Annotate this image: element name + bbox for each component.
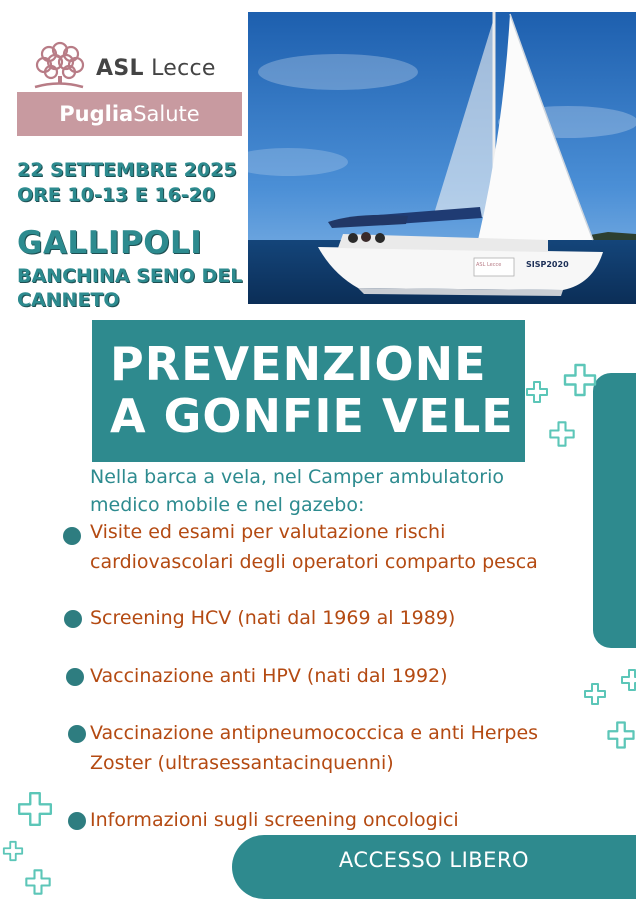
plus-outline-icon xyxy=(583,682,607,706)
plus-outline-icon xyxy=(2,840,24,862)
service-item: Vaccinazione anti HPV (nati dal 1992) xyxy=(90,665,448,687)
bullet-dot xyxy=(66,668,84,686)
bullet-dot xyxy=(63,527,81,545)
event-date: 22 SETTEMBRE 2025 xyxy=(17,159,237,181)
plus-outline-icon xyxy=(620,668,636,692)
side-accent-bar xyxy=(593,373,636,648)
event-date-time xyxy=(17,158,237,208)
event-place: BANCHINA SENO DEL CANNETO xyxy=(17,265,243,311)
plus-outline-icon xyxy=(562,362,598,398)
title-line-2: A GONFIE VELE xyxy=(110,389,514,443)
boat-name-label: SISP2020 xyxy=(526,260,569,269)
title-line-1: PREVENZIONE xyxy=(110,337,487,391)
service-item: Vaccinazione antipneumococcica e anti Herpes Zoster (ultrasessantacinquenni) xyxy=(90,722,539,774)
plus-outline-icon xyxy=(525,380,549,404)
tree-logo-icon xyxy=(29,40,89,92)
boat-logo-label: ASL Lecce xyxy=(476,262,502,268)
intro-text: Nella barca a vela, nel Camper ambulatorio medico mobile e nel gazebo: xyxy=(90,466,505,516)
plus-outline-icon xyxy=(606,720,636,750)
bullet-dot xyxy=(68,812,86,830)
sailboat-photo xyxy=(248,12,636,304)
access-banner xyxy=(232,835,636,899)
event-time: ORE 10-13 E 16-20 xyxy=(17,184,216,206)
bullet-dot xyxy=(68,725,86,743)
asl-logo xyxy=(17,40,242,126)
service-item: Screening HCV (nati dal 1969 al 1989) xyxy=(90,607,456,629)
bullet-dot xyxy=(64,610,82,628)
plus-outline-icon xyxy=(16,790,54,828)
access-label: ACCESSO LIBERO xyxy=(338,848,530,872)
plus-outline-icon xyxy=(24,868,52,896)
asl-lecce-text: ASL Lecce xyxy=(96,56,216,81)
plus-outline-icon xyxy=(548,420,576,448)
service-item: Informazioni sugli screening oncologici xyxy=(90,809,459,831)
title-banner xyxy=(92,320,525,462)
service-item: Visite ed esami per valutazione rischi cardiovascolari degli operatori comparto pesca xyxy=(90,521,538,573)
puglia-salute-banner: PugliaSalute xyxy=(17,92,242,136)
event-city: GALLIPOLI xyxy=(17,225,203,261)
